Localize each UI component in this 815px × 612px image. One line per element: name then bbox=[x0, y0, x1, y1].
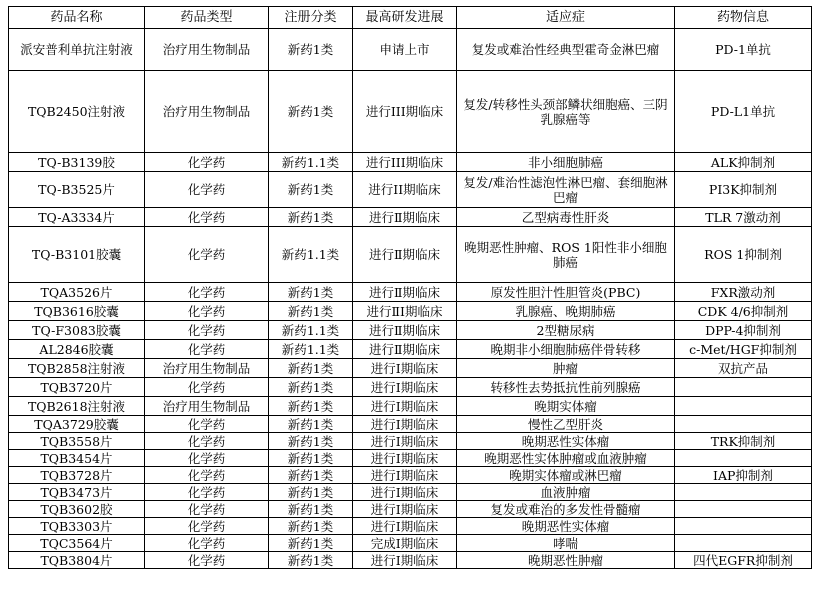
registration-class-cell: 新药1类 bbox=[269, 359, 353, 378]
development-stage-cell: 进行ⅡI期临床 bbox=[353, 302, 457, 321]
registration-class-cell: 新药1类 bbox=[269, 208, 353, 227]
drug-type-cell: 化学药 bbox=[145, 450, 269, 467]
development-stage-cell: 进行II期临床 bbox=[353, 172, 457, 208]
indication-cell: 非小细胞肺癌 bbox=[457, 153, 675, 172]
development-stage-cell: 进行Ⅱ期临床 bbox=[353, 208, 457, 227]
drug-type-cell: 化学药 bbox=[145, 535, 269, 552]
table-row bbox=[9, 484, 812, 501]
development-stage-cell: 进行I期临床 bbox=[353, 467, 457, 484]
drug-type-cell: 化学药 bbox=[145, 283, 269, 302]
drug-type-cell: 治疗用生物制品 bbox=[145, 397, 269, 416]
registration-class-cell: 新药1类 bbox=[269, 450, 353, 467]
development-stage-cell: 进行I期临床 bbox=[353, 359, 457, 378]
registration-class-cell: 新药1类 bbox=[269, 552, 353, 569]
table-row bbox=[9, 433, 812, 450]
development-stage-cell: 进行I期临床 bbox=[353, 416, 457, 433]
indication-cell: 乳腺癌、晚期肺癌 bbox=[457, 302, 675, 321]
drug-type-cell: 化学药 bbox=[145, 153, 269, 172]
indication-cell: 慢性乙型肝炎 bbox=[457, 416, 675, 433]
development-stage-cell: 进行I期临床 bbox=[353, 518, 457, 535]
development-stage-cell: 申请上市 bbox=[353, 29, 457, 71]
drug-type-cell: 化学药 bbox=[145, 501, 269, 518]
table-row bbox=[9, 302, 812, 321]
indication-cell: 血液肿瘤 bbox=[457, 484, 675, 501]
registration-class-cell: 新药1.1类 bbox=[269, 153, 353, 172]
table-row bbox=[9, 416, 812, 433]
drug-info-cell bbox=[675, 450, 812, 467]
drug-name-cell: TQB2858注射液 bbox=[9, 359, 145, 378]
drug-info-cell: DPP-4抑制剂 bbox=[675, 321, 812, 340]
table-row bbox=[9, 450, 812, 467]
development-stage-cell: 进行I期临床 bbox=[353, 450, 457, 467]
table-row bbox=[9, 321, 812, 340]
drug-type-cell: 化学药 bbox=[145, 433, 269, 450]
table-row bbox=[9, 501, 812, 518]
drug-info-cell bbox=[675, 535, 812, 552]
drug-type-cell: 治疗用生物制品 bbox=[145, 359, 269, 378]
drug-info-cell bbox=[675, 501, 812, 518]
drug-type-cell: 化学药 bbox=[145, 518, 269, 535]
registration-class-cell: 新药1类 bbox=[269, 433, 353, 450]
drug-name-cell: TQB3473片 bbox=[9, 484, 145, 501]
indication-cell: 肿瘤 bbox=[457, 359, 675, 378]
registration-class-cell: 新药1类 bbox=[269, 518, 353, 535]
drug-type-cell: 化学药 bbox=[145, 484, 269, 501]
indication-cell: 乙型病毒性肝炎 bbox=[457, 208, 675, 227]
indication-cell: 晚期实体瘤或淋巴瘤 bbox=[457, 467, 675, 484]
development-stage-cell: 进行III期临床 bbox=[353, 153, 457, 172]
registration-class-cell: 新药1类 bbox=[269, 29, 353, 71]
drug-type-cell: 化学药 bbox=[145, 467, 269, 484]
development-stage-cell: 进行I期临床 bbox=[353, 501, 457, 518]
drug-name-cell: TQB2450注射液 bbox=[9, 71, 145, 153]
drug-name-cell: TQB3720片 bbox=[9, 378, 145, 397]
drug-info-cell: ALK抑制剂 bbox=[675, 153, 812, 172]
drug-info-cell: TRK抑制剂 bbox=[675, 433, 812, 450]
registration-class-cell: 新药1类 bbox=[269, 535, 353, 552]
header-stage: 最高研发进展 bbox=[353, 7, 457, 29]
development-stage-cell: 进行I期临床 bbox=[353, 433, 457, 450]
drug-info-cell: c-Met/HGF抑制剂 bbox=[675, 340, 812, 359]
registration-class-cell: 新药1类 bbox=[269, 416, 353, 433]
table-row bbox=[9, 71, 812, 153]
table-row bbox=[9, 378, 812, 397]
drug-info-cell: PD-L1单抗 bbox=[675, 71, 812, 153]
development-stage-cell: 进行I期临床 bbox=[353, 378, 457, 397]
registration-class-cell: 新药1.1类 bbox=[269, 227, 353, 283]
header-info: 药物信息 bbox=[675, 7, 812, 29]
drug-name-cell: TQ-B3139胶 bbox=[9, 153, 145, 172]
drug-info-cell: 双抗产品 bbox=[675, 359, 812, 378]
drug-name-cell: 派安普利单抗注射液 bbox=[9, 29, 145, 71]
registration-class-cell: 新药1类 bbox=[269, 467, 353, 484]
drug-info-cell: IAP抑制剂 bbox=[675, 467, 812, 484]
drug-name-cell: TQ-F3083胶囊 bbox=[9, 321, 145, 340]
indication-cell: 晚期实体瘤 bbox=[457, 397, 675, 416]
indication-cell: 晚期恶性肿瘤、ROS 1阳性非小细胞肺癌 bbox=[457, 227, 675, 283]
development-stage-cell: 进行III期临床 bbox=[353, 71, 457, 153]
development-stage-cell: 完成I期临床 bbox=[353, 535, 457, 552]
header-indication: 适应症 bbox=[457, 7, 675, 29]
registration-class-cell: 新药1类 bbox=[269, 172, 353, 208]
table-row bbox=[9, 467, 812, 484]
drug-info-cell: 四代EGFR抑制剂 bbox=[675, 552, 812, 569]
indication-cell: 晚期恶性肿瘤 bbox=[457, 552, 675, 569]
indication-cell: 哮喘 bbox=[457, 535, 675, 552]
drug-name-cell: AL2846胶囊 bbox=[9, 340, 145, 359]
drug-info-cell: CDK 4/6抑制剂 bbox=[675, 302, 812, 321]
drug-type-cell: 化学药 bbox=[145, 321, 269, 340]
registration-class-cell: 新药1类 bbox=[269, 501, 353, 518]
registration-class-cell: 新药1.1类 bbox=[269, 340, 353, 359]
drug-name-cell: TQB3602胶 bbox=[9, 501, 145, 518]
drug-type-cell: 化学药 bbox=[145, 208, 269, 227]
registration-class-cell: 新药1类 bbox=[269, 283, 353, 302]
drug-info-cell: PD-1单抗 bbox=[675, 29, 812, 71]
drug-info-cell bbox=[675, 378, 812, 397]
drug-name-cell: TQ-B3101胶囊 bbox=[9, 227, 145, 283]
drug-name-cell: TQB3454片 bbox=[9, 450, 145, 467]
development-stage-cell: 进行Ⅱ期临床 bbox=[353, 340, 457, 359]
indication-cell: 晚期恶性实体瘤 bbox=[457, 433, 675, 450]
indication-cell: 晚期恶性实体肿瘤或血液肿瘤 bbox=[457, 450, 675, 467]
drug-info-cell: FXR激动剂 bbox=[675, 283, 812, 302]
registration-class-cell: 新药1类 bbox=[269, 71, 353, 153]
drug-name-cell: TQB3616胶囊 bbox=[9, 302, 145, 321]
table-row bbox=[9, 153, 812, 172]
drug-pipeline-table bbox=[8, 6, 812, 569]
drug-info-cell: TLR 7激动剂 bbox=[675, 208, 812, 227]
table-row bbox=[9, 340, 812, 359]
indication-cell: 原发性胆汁性胆管炎(PBC) bbox=[457, 283, 675, 302]
drug-name-cell: TQB3804片 bbox=[9, 552, 145, 569]
table-row bbox=[9, 172, 812, 208]
drug-name-cell: TQB3303片 bbox=[9, 518, 145, 535]
registration-class-cell: 新药1类 bbox=[269, 484, 353, 501]
drug-name-cell: TQC3564片 bbox=[9, 535, 145, 552]
indication-cell: 晚期恶性实体瘤 bbox=[457, 518, 675, 535]
drug-type-cell: 化学药 bbox=[145, 340, 269, 359]
drug-name-cell: TQB2618注射液 bbox=[9, 397, 145, 416]
development-stage-cell: 进行I期临床 bbox=[353, 484, 457, 501]
indication-cell: 复发/转移性头颈部鳞状细胞癌、三阴乳腺癌等 bbox=[457, 71, 675, 153]
development-stage-cell: 进行Ⅱ期临床 bbox=[353, 227, 457, 283]
drug-info-cell: ROS 1抑制剂 bbox=[675, 227, 812, 283]
drug-type-cell: 治疗用生物制品 bbox=[145, 29, 269, 71]
drug-name-cell: TQA3729胶囊 bbox=[9, 416, 145, 433]
development-stage-cell: 进行Ⅱ期临床 bbox=[353, 283, 457, 302]
drug-type-cell: 治疗用生物制品 bbox=[145, 71, 269, 153]
drug-name-cell: TQB3558片 bbox=[9, 433, 145, 450]
table-row bbox=[9, 283, 812, 302]
drug-info-cell bbox=[675, 518, 812, 535]
drug-info-cell: PI3K抑制剂 bbox=[675, 172, 812, 208]
table-row bbox=[9, 208, 812, 227]
header-registration: 注册分类 bbox=[269, 7, 353, 29]
indication-cell: 转移性去势抵抗性前列腺癌 bbox=[457, 378, 675, 397]
drug-name-cell: TQB3728片 bbox=[9, 467, 145, 484]
indication-cell: 复发/难治性滤泡性淋巴瘤、套细胞淋巴瘤 bbox=[457, 172, 675, 208]
table-row bbox=[9, 227, 812, 283]
indication-cell: 晚期非小细胞肺癌伴骨转移 bbox=[457, 340, 675, 359]
indication-cell: 2型糖尿病 bbox=[457, 321, 675, 340]
drug-type-cell: 化学药 bbox=[145, 416, 269, 433]
indication-cell: 复发或难治的多发性骨髓瘤 bbox=[457, 501, 675, 518]
development-stage-cell: 进行Ⅱ期临床 bbox=[353, 321, 457, 340]
drug-info-cell bbox=[675, 397, 812, 416]
table-row bbox=[9, 29, 812, 71]
drug-type-cell: 化学药 bbox=[145, 552, 269, 569]
registration-class-cell: 新药1.1类 bbox=[269, 321, 353, 340]
table-row bbox=[9, 359, 812, 378]
drug-name-cell: TQA3526片 bbox=[9, 283, 145, 302]
table-row bbox=[9, 535, 812, 552]
drug-name-cell: TQ-B3525片 bbox=[9, 172, 145, 208]
drug-info-cell bbox=[675, 416, 812, 433]
indication-cell: 复发或难治性经典型霍奇金淋巴瘤 bbox=[457, 29, 675, 71]
drug-name-cell: TQ-A3334片 bbox=[9, 208, 145, 227]
drug-type-cell: 化学药 bbox=[145, 302, 269, 321]
table-row bbox=[9, 397, 812, 416]
table-row bbox=[9, 552, 812, 569]
header-row bbox=[9, 7, 812, 29]
drug-info-cell bbox=[675, 484, 812, 501]
development-stage-cell: 进行I期临床 bbox=[353, 552, 457, 569]
header-name: 药品名称 bbox=[9, 7, 145, 29]
drug-type-cell: 化学药 bbox=[145, 378, 269, 397]
drug-type-cell: 化学药 bbox=[145, 227, 269, 283]
registration-class-cell: 新药1类 bbox=[269, 397, 353, 416]
header-type: 药品类型 bbox=[145, 7, 269, 29]
registration-class-cell: 新药1类 bbox=[269, 302, 353, 321]
registration-class-cell: 新药1类 bbox=[269, 378, 353, 397]
drug-type-cell: 化学药 bbox=[145, 172, 269, 208]
table-row bbox=[9, 518, 812, 535]
development-stage-cell: 进行I期临床 bbox=[353, 397, 457, 416]
